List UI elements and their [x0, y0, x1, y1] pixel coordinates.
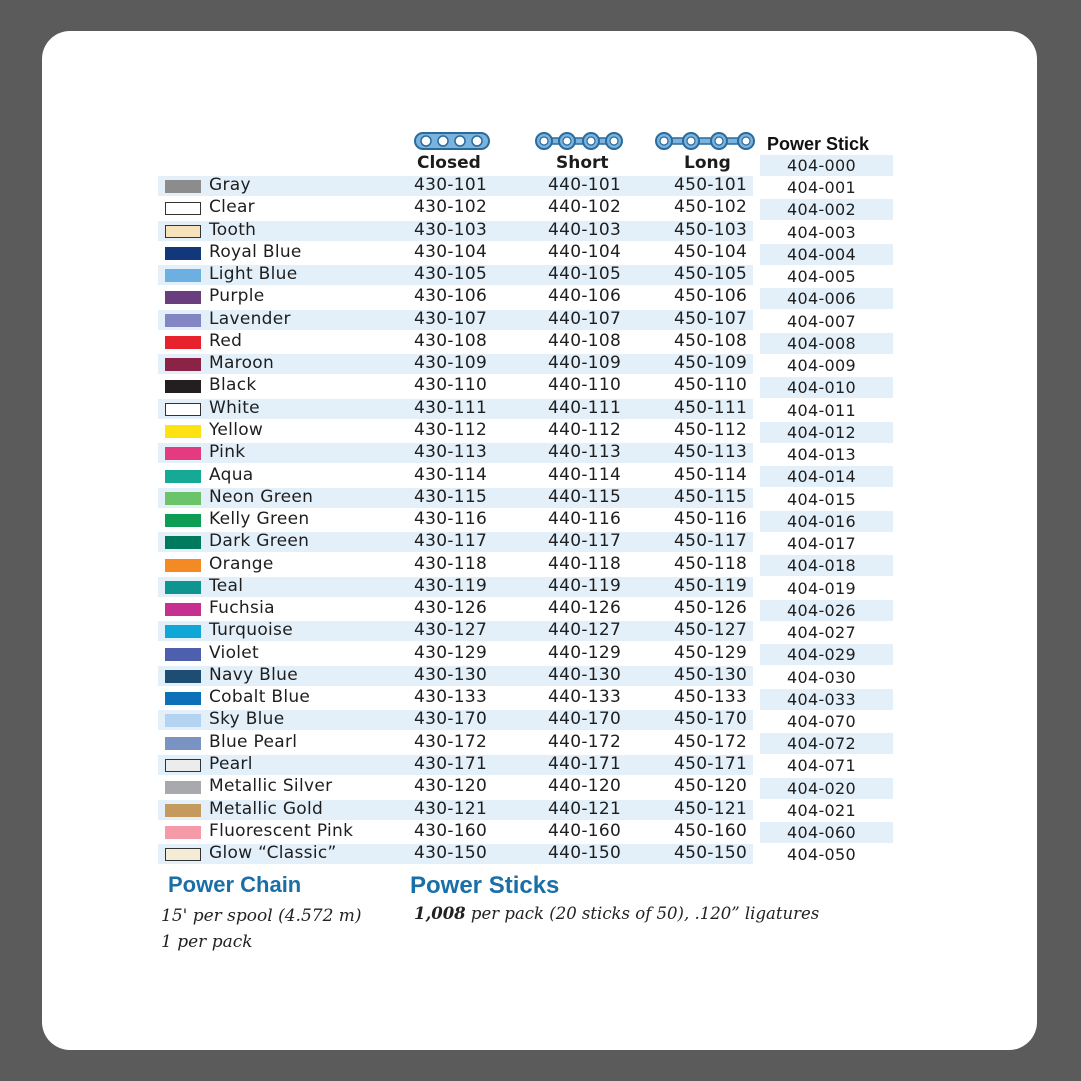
long-code: 450-101: [674, 175, 748, 195]
power-stick-code: 404-007: [787, 311, 856, 331]
power-stick-cell: [760, 333, 893, 354]
table-row: [0, 777, 1081, 797]
table-row: [0, 376, 1081, 396]
short-code: 440-117: [548, 531, 622, 552]
color-name: Yellow: [209, 419, 264, 440]
closed-code: 430-109: [414, 353, 488, 374]
power-stick-cell: [760, 355, 893, 376]
table-row: [0, 733, 1081, 753]
color-name: Tooth: [209, 219, 257, 240]
color-swatch: [165, 492, 201, 505]
long-code: 450-126: [674, 598, 748, 619]
power-sticks-title: Power Sticks: [410, 872, 560, 899]
color-name: Violet: [209, 642, 260, 663]
power-stick-cell: [760, 667, 893, 688]
color-swatch: [165, 180, 201, 193]
color-swatch: [165, 603, 201, 616]
power-stick-code: 404-070: [787, 712, 856, 731]
color-name: Teal: [209, 575, 244, 596]
long-code: 450-150: [674, 843, 748, 864]
power-stick-code: 404-010: [787, 378, 856, 398]
color-name: Blue Pearl: [209, 731, 298, 752]
long-code: 450-130: [674, 664, 748, 685]
table-row: [0, 421, 1081, 441]
color-name: Glow “Classic”: [209, 843, 337, 864]
color-name: Metallic Gold: [209, 798, 324, 819]
short-code: 440-133: [548, 687, 622, 708]
short-code: 440-172: [548, 731, 622, 752]
long-chain-icon: [654, 131, 756, 151]
color-swatch: [165, 670, 201, 683]
closed-code: 430-170: [414, 709, 488, 730]
color-name: Orange: [209, 553, 274, 574]
closed-code: 430-171: [414, 754, 488, 775]
closed-chain-icon: [414, 131, 490, 151]
closed-code: 430-118: [414, 553, 488, 574]
short-code: 440-104: [548, 241, 622, 262]
color-name: Black: [209, 375, 257, 396]
power-stick-code: 404-002: [787, 200, 856, 220]
long-code: 450-170: [674, 709, 748, 730]
color-name: Navy Blue: [209, 664, 298, 685]
table-row: [0, 287, 1081, 307]
color-name: Red: [209, 330, 243, 351]
color-swatch: [165, 447, 201, 460]
color-swatch: [165, 714, 201, 727]
power-stick-cell: [760, 689, 893, 710]
table-row: [0, 822, 1081, 842]
power-stick-column-header: Power Stick: [767, 134, 870, 154]
closed-code: 430-108: [414, 330, 488, 351]
power-stick-cell: [760, 489, 893, 510]
short-code: 440-108: [548, 330, 622, 351]
short-code: 440-106: [548, 286, 622, 307]
color-swatch: [165, 581, 201, 594]
color-swatch: [165, 826, 201, 839]
color-name: Dark Green: [209, 531, 310, 552]
power-stick-code: 404-071: [787, 756, 856, 776]
power-stick-cell: [760, 578, 893, 599]
color-swatch: [165, 269, 201, 282]
color-swatch: [165, 314, 201, 327]
color-swatch: [165, 358, 201, 371]
table-row: [0, 198, 1081, 218]
color-name: Fluorescent Pink: [209, 820, 354, 841]
long-code: 450-117: [674, 531, 748, 552]
closed-column-header: Closed: [417, 153, 481, 173]
short-code: 440-170: [548, 709, 622, 730]
table-row: [0, 710, 1081, 730]
table-row: [0, 466, 1081, 486]
color-swatch: [165, 648, 201, 661]
long-code: 450-110: [674, 375, 748, 396]
closed-code: 430-106: [414, 286, 488, 307]
color-swatch: [165, 403, 201, 416]
power-stick-code: 404-018: [787, 556, 856, 576]
long-code: 450-129: [674, 642, 748, 663]
color-name: Lavender: [209, 308, 291, 329]
long-code: 450-118: [674, 553, 748, 574]
power-stick-cell: [760, 755, 893, 776]
short-code: 440-127: [548, 620, 622, 641]
closed-code: 430-160: [414, 820, 488, 841]
short-code: 440-121: [548, 798, 622, 819]
power-stick-cell: [760, 622, 893, 643]
closed-code: 430-111: [414, 397, 488, 418]
short-column-header: Short: [556, 153, 609, 173]
closed-code: 430-120: [414, 776, 488, 797]
power-stick-cell: [760, 422, 893, 443]
power-stick-cell: [760, 600, 893, 621]
power-stick-code: 404-017: [787, 534, 856, 554]
color-swatch: [165, 202, 201, 215]
color-swatch: [165, 781, 201, 794]
color-swatch: [165, 692, 201, 705]
closed-code: 430-104: [414, 241, 488, 262]
short-code: 440-150: [548, 843, 622, 864]
short-code: 440-118: [548, 553, 622, 574]
closed-code: 430-114: [414, 464, 488, 485]
power-stick-code: 404-009: [787, 356, 856, 376]
power-stick-code: 404-012: [787, 422, 856, 442]
short-code: 440-160: [548, 820, 622, 841]
power-stick-code: 404-060: [787, 823, 856, 843]
power-stick-code: 404-072: [787, 734, 856, 754]
short-code: 440-101: [548, 175, 622, 195]
table-row: [0, 510, 1081, 530]
color-name: Gray: [209, 175, 251, 195]
short-code: 440-107: [548, 308, 622, 329]
table-row: [0, 332, 1081, 352]
color-swatch: [165, 425, 201, 438]
table-row: [0, 310, 1081, 330]
long-code: 450-113: [674, 442, 748, 463]
color-name: Light Blue: [209, 264, 298, 285]
power-chain-spool-text: 15' per spool (4.572 m): [161, 906, 362, 926]
short-code: 440-130: [548, 664, 622, 685]
table-row: [0, 555, 1081, 575]
power-stick-code: 404-004: [787, 244, 856, 264]
power-stick-code: 404-006: [787, 289, 856, 309]
closed-code: 430-172: [414, 731, 488, 752]
short-code: 440-110: [548, 375, 622, 396]
power-stick-cell: [760, 533, 893, 554]
table-row: [0, 577, 1081, 597]
power-stick-code: 404-005: [787, 267, 856, 287]
color-swatch: [165, 848, 201, 861]
power-stick-cell: [760, 400, 893, 421]
long-code: 450-106: [674, 286, 748, 307]
power-stick-code: 404-030: [787, 667, 856, 687]
color-swatch: [165, 470, 201, 483]
color-name: Kelly Green: [209, 509, 310, 530]
table-row: [0, 844, 1081, 864]
color-name: Maroon: [209, 353, 275, 374]
power-stick-cell: [760, 444, 893, 465]
closed-code: 430-101: [414, 175, 488, 195]
table-row: [0, 621, 1081, 641]
closed-code: 430-133: [414, 687, 488, 708]
table-row: [0, 354, 1081, 374]
color-swatch: [165, 291, 201, 304]
table-row: [0, 243, 1081, 263]
short-code: 440-103: [548, 219, 622, 240]
closed-code: 430-121: [414, 798, 488, 819]
closed-code: 430-105: [414, 264, 488, 285]
power-stick-cell: [760, 844, 893, 865]
power-stick-code: 404-000: [787, 156, 856, 175]
short-code: 440-116: [548, 509, 622, 530]
closed-code: 430-103: [414, 219, 488, 240]
color-swatch: [165, 737, 201, 750]
closed-code: 430-107: [414, 308, 488, 329]
power-stick-cell: [760, 511, 893, 532]
power-stick-code: 404-027: [787, 623, 856, 643]
table-row: [0, 265, 1081, 285]
color-name: Neon Green: [209, 486, 314, 507]
power-stick-cell: [760, 177, 893, 198]
long-column-header: Long: [684, 153, 731, 173]
color-swatch: [165, 514, 201, 527]
color-name: Pink: [209, 442, 246, 463]
power-stick-cell: [760, 644, 893, 665]
table-row: [0, 221, 1081, 241]
power-stick-code: 404-011: [787, 400, 856, 420]
short-code: 440-102: [548, 197, 622, 218]
power-stick-code: 404-015: [787, 489, 856, 509]
power-stick-code: 404-014: [787, 467, 856, 487]
short-code: 440-112: [548, 419, 622, 440]
power-stick-cell: [760, 288, 893, 309]
color-name: Fuchsia: [209, 598, 275, 619]
long-code: 450-127: [674, 620, 748, 641]
table-row: [0, 755, 1081, 775]
color-name: Turquoise: [209, 620, 293, 641]
closed-code: 430-119: [414, 575, 488, 596]
power-stick-cell: [760, 155, 893, 176]
long-code: 450-115: [674, 486, 748, 507]
power-stick-code: 404-029: [787, 645, 856, 665]
power-sticks-detail: per pack (20 sticks of 50), .120” ligatures: [465, 904, 820, 923]
long-code: 450-172: [674, 731, 748, 752]
closed-code: 430-126: [414, 598, 488, 619]
short-code: 440-119: [548, 575, 622, 596]
color-swatch: [165, 225, 201, 238]
long-code: 450-109: [674, 353, 748, 374]
table-row: [0, 176, 1081, 196]
color-swatch: [165, 247, 201, 260]
long-code: 450-160: [674, 820, 748, 841]
closed-code: 430-127: [414, 620, 488, 641]
color-name: Royal Blue: [209, 241, 302, 262]
short-code: 440-129: [548, 642, 622, 663]
long-code: 450-114: [674, 464, 748, 485]
power-sticks-pack-text: [414, 904, 819, 923]
power-stick-code: 404-026: [787, 600, 856, 620]
short-code: 440-109: [548, 353, 622, 374]
power-stick-code: 404-003: [787, 222, 856, 242]
short-code: 440-105: [548, 264, 622, 285]
power-stick-code: 404-050: [787, 845, 856, 865]
power-stick-cell: [760, 800, 893, 821]
table-row: [0, 666, 1081, 686]
color-swatch: [165, 380, 201, 393]
long-code: 450-116: [674, 509, 748, 530]
power-stick-cell: [760, 555, 893, 576]
closed-code: 430-115: [414, 486, 488, 507]
closed-code: 430-110: [414, 375, 488, 396]
power-stick-cell: [760, 822, 893, 843]
power-stick-code: 404-008: [787, 333, 856, 353]
color-swatch: [165, 759, 201, 772]
long-code: 450-119: [674, 575, 748, 596]
closed-code: 430-112: [414, 419, 488, 440]
color-name: Cobalt Blue: [209, 687, 311, 708]
power-stick-cell: [760, 711, 893, 732]
long-code: 450-103: [674, 219, 748, 240]
closed-code: 430-117: [414, 531, 488, 552]
power-stick-code: 404-001: [787, 178, 856, 198]
color-name: Aqua: [209, 464, 254, 485]
power-stick-code: 404-019: [787, 578, 856, 598]
closed-code: 430-129: [414, 642, 488, 663]
power-chain-pack-text: 1 per pack: [161, 932, 253, 952]
power-stick-cell: [760, 466, 893, 487]
long-code: 450-112: [674, 419, 748, 440]
power-stick-cell: [760, 244, 893, 265]
short-code: 440-120: [548, 776, 622, 797]
long-code: 450-107: [674, 308, 748, 329]
table-row: [0, 532, 1081, 552]
power-chain-title: Power Chain: [168, 872, 302, 897]
power-stick-code: 404-013: [787, 445, 856, 465]
closed-code: 430-102: [414, 197, 488, 218]
table-row: [0, 443, 1081, 463]
long-code: 450-121: [674, 798, 748, 819]
power-stick-cell: [760, 222, 893, 243]
color-swatch: [165, 625, 201, 638]
long-code: 450-171: [674, 754, 748, 775]
color-swatch: [165, 559, 201, 572]
table-row: [0, 800, 1081, 820]
short-code: 440-171: [548, 754, 622, 775]
color-name: White: [209, 397, 260, 418]
power-stick-cell: [760, 778, 893, 799]
table-row: [0, 399, 1081, 419]
long-code: 450-133: [674, 687, 748, 708]
table-row: [0, 599, 1081, 619]
long-code: 450-111: [674, 397, 748, 418]
color-swatch: [165, 804, 201, 817]
power-stick-cell: [760, 199, 893, 220]
short-code: 440-115: [548, 486, 622, 507]
color-name: Purple: [209, 286, 265, 307]
power-stick-code: 404-033: [787, 689, 856, 709]
power-sticks-count: 1,008: [414, 904, 466, 923]
color-name: Pearl: [209, 754, 253, 775]
power-stick-cell: [760, 377, 893, 398]
long-code: 450-104: [674, 241, 748, 262]
closed-code: 430-150: [414, 843, 488, 864]
power-stick-cell: [760, 266, 893, 287]
power-stick-code: 404-020: [787, 778, 856, 798]
color-swatch: [165, 336, 201, 349]
short-code: 440-111: [548, 397, 622, 418]
short-code: 440-114: [548, 464, 622, 485]
long-code: 450-108: [674, 330, 748, 351]
table-row: [0, 488, 1081, 508]
color-swatch: [165, 536, 201, 549]
short-code: 440-126: [548, 598, 622, 619]
short-chain-icon: [534, 131, 624, 151]
power-stick-cell: [760, 733, 893, 754]
long-code: 450-105: [674, 264, 748, 285]
color-name: Metallic Silver: [209, 776, 333, 797]
power-stick-cell: [760, 311, 893, 332]
power-stick-code: 404-016: [787, 511, 856, 531]
short-code: 440-113: [548, 442, 622, 463]
table-row: [0, 644, 1081, 664]
power-stick-code: 404-021: [787, 800, 856, 820]
color-name: Sky Blue: [209, 709, 285, 730]
long-code: 450-102: [674, 197, 748, 218]
table-row: [0, 688, 1081, 708]
color-name: Clear: [209, 197, 255, 218]
long-code: 450-120: [674, 776, 748, 797]
closed-code: 430-116: [414, 509, 488, 530]
closed-code: 430-113: [414, 442, 488, 463]
closed-code: 430-130: [414, 664, 488, 685]
